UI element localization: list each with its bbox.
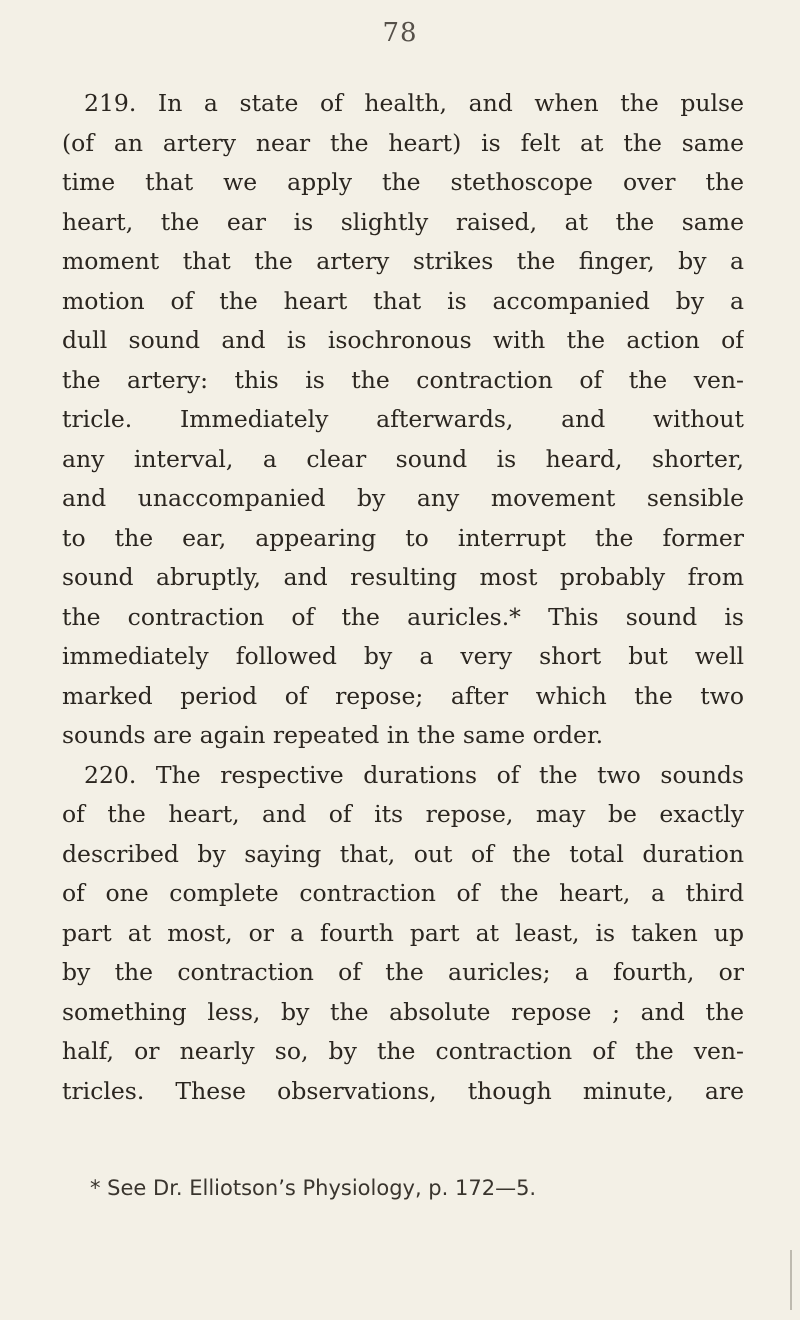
- text-line: the artery: this is the contraction of the ven-: [62, 365, 744, 394]
- text-line: 220. The respective durations of the two sounds: [84, 760, 744, 789]
- text-line: the contraction of the auricles.* This sound is: [62, 602, 744, 631]
- text-line: by the contraction of the auricles; a fourth, or: [62, 958, 744, 986]
- text-line: heart, the ear is slightly raised, at the same: [62, 207, 744, 236]
- text-line: tricles. These observations, though minute, are: [62, 1076, 744, 1105]
- footnote: * See Dr. Elliotson’s Physiology, p. 172—5.: [90, 1176, 537, 1200]
- page-number: 78: [382, 18, 418, 48]
- text-line: (of an artery near the heart) is felt at the same: [62, 128, 744, 157]
- text-line: immediately followed by a very short but well: [62, 642, 744, 670]
- body-text: [62, 84, 744, 1111]
- text-line: part at most, or a fourth part at least, is taken up: [62, 918, 744, 947]
- text-line: motion of the heart that is accompanied by a: [62, 286, 744, 315]
- text-line: time that we apply the stethoscope over the: [62, 168, 744, 196]
- text-line: described by saying that, out of the total duration: [62, 839, 744, 868]
- text-line: of the heart, and of its repose, may be exactly: [62, 800, 744, 828]
- text-line: 219. In a state of health, and when the pulse: [84, 89, 744, 117]
- text-line: something less, by the absolute repose ; and the: [62, 997, 744, 1026]
- text-line: marked period of repose; after which the two: [62, 681, 744, 710]
- text-line: to the ear, appearing to interrupt the former: [62, 523, 744, 552]
- text-line: and unaccompanied by any movement sensible: [62, 484, 744, 512]
- text-line: half, or nearly so, by the contraction of the ven-: [62, 1037, 744, 1065]
- text-line: sounds are again repeated in the same order.: [62, 721, 604, 749]
- text-line: of one complete contraction of the heart, a third: [62, 879, 744, 907]
- text-line: dull sound and is isochronous with the action of: [62, 326, 744, 354]
- text-line: any interval, a clear sound is heard, shorter,: [62, 444, 744, 473]
- text-line: moment that the artery strikes the finger, by a: [62, 247, 744, 275]
- text-line: tricle. Immediately afterwards, and without: [62, 405, 744, 433]
- page-edge-mark: [790, 1250, 792, 1310]
- text-line: sound abruptly, and resulting most probably from: [62, 563, 744, 591]
